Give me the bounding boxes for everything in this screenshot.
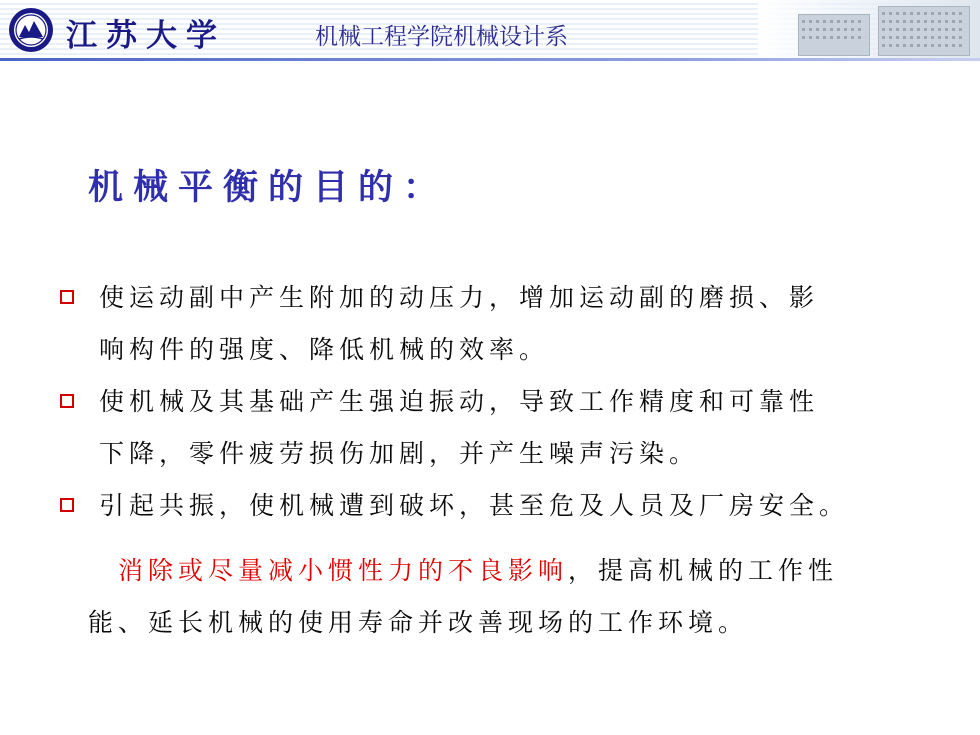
hollow-square-bullet-icon xyxy=(60,394,74,408)
bullet-item xyxy=(58,272,938,376)
university-seal-icon xyxy=(8,7,54,53)
bullet-item xyxy=(58,480,938,532)
bullet-line: 使运动副中产生附加的动压力，增加运动副的磨损、影 xyxy=(99,283,820,312)
slide-header xyxy=(0,0,980,62)
conclusion-line-1 xyxy=(88,545,908,597)
slide-title: 机械平衡的目的： xyxy=(88,167,449,208)
conclusion-rest: ，提高机械的工作性 xyxy=(568,556,839,585)
conclusion-paragraph xyxy=(88,545,908,649)
bullet-line: 引起共振，使机械遭到破坏，甚至危及人员及厂房安全。 xyxy=(99,491,850,520)
campus-photo xyxy=(758,0,980,58)
conclusion-line-2: 能、延长机械的使用寿命并改善现场的工作环境。 xyxy=(88,608,749,637)
bullet-item xyxy=(58,376,938,480)
bullet-list xyxy=(58,272,938,532)
bullet-line: 下降，零件疲劳损伤加剧，并产生噪声污染。 xyxy=(99,439,700,468)
department-name: 机械工程学院机械设计系 xyxy=(315,24,568,50)
bullet-line: 响构件的强度、降低机械的效率。 xyxy=(99,335,550,364)
hollow-square-bullet-icon xyxy=(60,290,74,304)
bullet-line: 使机械及其基础产生强迫振动，导致工作精度和可靠性 xyxy=(99,387,820,416)
conclusion-highlight: 消除或尽量减小惯性力的不良影响 xyxy=(118,556,569,585)
header-divider xyxy=(0,58,980,61)
hollow-square-bullet-icon xyxy=(60,498,74,512)
university-name: 江苏大学 xyxy=(66,18,226,54)
